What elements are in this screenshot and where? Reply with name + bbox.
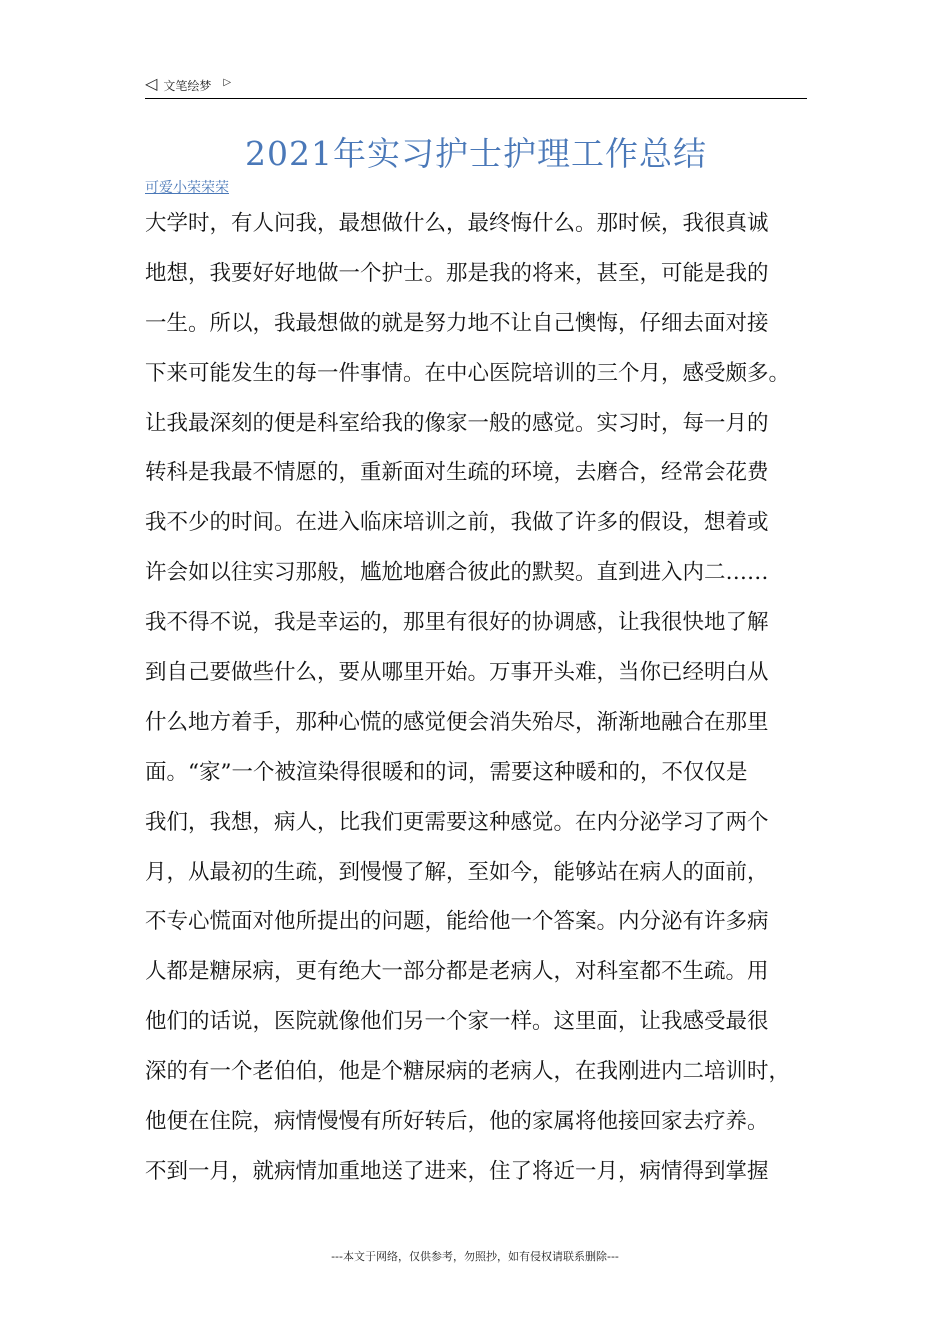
- header-text: 文笔绘梦: [163, 78, 212, 93]
- body-line: 不专心慌面对他所提出的问题，能给他一个答案。内分泌有许多病: [145, 909, 769, 935]
- body-line: 月，从最初的生疏，到慢慢了解，至如今，能够站在病人的面前，: [145, 859, 769, 885]
- body-line: 我不得不说，我是幸运的，那里有很好的协调感，让我很快地了解: [145, 610, 769, 636]
- triangle-right-icon: ▷: [223, 76, 232, 88]
- document-title: 2021年实习护士护理工作总结: [245, 134, 707, 173]
- body-line: 到自己要做些什么，要从哪里开始。万事开头难，当你已经明白从: [145, 660, 769, 686]
- body-line: 地想，我要好好地做一个护士。那是我的将来，甚至，可能是我的: [145, 260, 769, 286]
- body-line: 人都是糖尿病，更有绝大一部分都是老病人，对科室都不生疏。用: [145, 959, 769, 985]
- body-line: 不到一月，就病情加重地送了进来，住了将近一月，病情得到掌握: [145, 1158, 769, 1184]
- body-line: 深的有一个老伯伯，他是个糖尿病的老病人，在我刚进内二培训时，: [145, 1059, 791, 1085]
- footer-disclaimer: ---本文于网络，仅供参考，勿照抄，如有侵权请联系删除---: [331, 1250, 619, 1263]
- body-line: 什么地方着手，那种心慌的感觉便会消失殆尽，渐渐地融合在那里: [145, 709, 769, 735]
- body-line: 一生。所以，我最想做的就是努力地不让自己懊悔，仔细去面对接: [145, 310, 769, 336]
- body-line: 下来可能发生的每一件事情。在中心医院培训的三个月，感受颇多。: [145, 360, 791, 386]
- body-text: [145, 203, 835, 1201]
- body-line: 面。“家”一个被渲染得很暖和的词，需要这种暖和的，不仅仅是: [145, 759, 748, 785]
- author-link[interactable]: 可爱小荣荣荣: [145, 180, 229, 196]
- body-line: 他们的话说，医院就像他们另一个家一样。这里面，让我感受最很: [145, 1009, 769, 1035]
- page-header: [145, 72, 807, 99]
- body-line: 我们，我想，病人，比我们更需要这种感觉。在内分泌学习了两个: [145, 809, 769, 835]
- triangle-left-icon: ◁: [145, 74, 158, 93]
- body-line: 他便在住院，病情慢慢有所好转后，他的家属将他接回家去疗养。: [145, 1109, 769, 1135]
- body-line: 许会如以往实习那般，尴尬地磨合彼此的默契。直到进入内二……: [145, 560, 769, 586]
- body-line: 让我最深刻的便是科室给我的像家一般的感觉。实习时，每一月的: [145, 410, 769, 436]
- body-line: 转科是我最不情愿的，重新面对生疏的环境，去磨合，经常会花费: [145, 460, 769, 486]
- body-line: 我不少的时间。在进入临床培训之前，我做了许多的假设，想着或: [145, 510, 769, 536]
- body-line: 大学时，有人问我，最想做什么，最终悔什么。那时候，我很真诚: [145, 211, 769, 236]
